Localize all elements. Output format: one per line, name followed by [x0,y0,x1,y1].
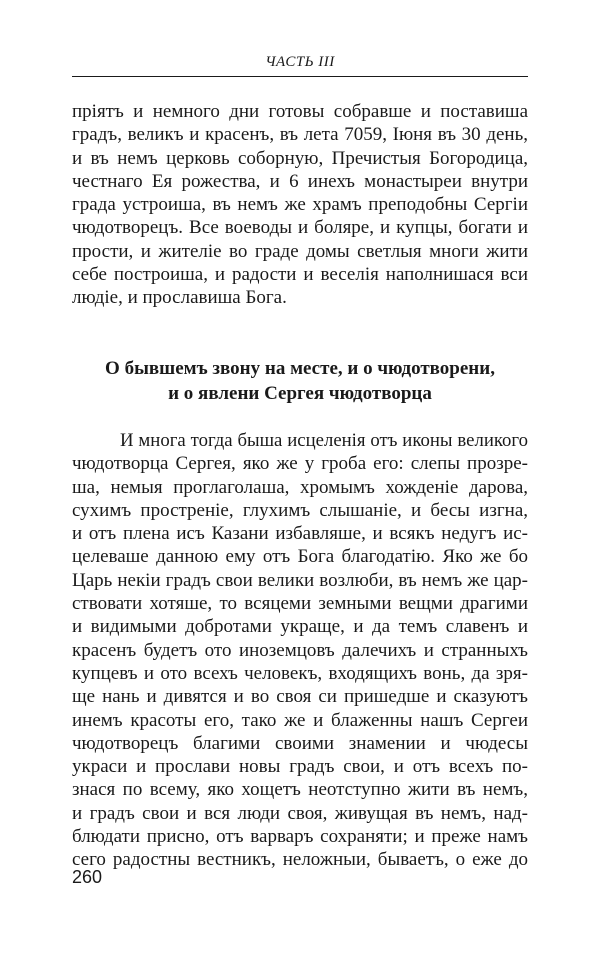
heading-line: и о явлени Сергея чюдотворца [168,383,432,404]
text-line: себе построиша, и радости и веселія наполнишася вси [72,264,528,286]
paragraph-1 [72,100,528,310]
text-line: честнаго Ея рожества, и 6 инехъ монастыреи внутри [72,170,528,192]
text-line: чюдотворецъ. Все воеводы и боляре, и купцы, богати и [72,217,528,239]
heading-line: О бывшемъ звону на месте, и о чюдотворени, [105,358,495,379]
text-line: ша, немыя проглаголаша, хромымъ хожденіе дарова, [72,476,528,498]
text-line: И многа тогда быша исцеленія отъ иконы великого [120,430,528,451]
text-line: красенъ будетъ ото иноземцовъ далечихъ и странныхъ [72,639,528,661]
text-line: и отъ плена исъ Казани избавляше, и всякъ недугъ ис- [72,523,528,545]
text-line: целеваше данною ему отъ Бога благодатію. Яко же бо [72,546,528,568]
text-line: ствовати хотяше, то всяцеми земными вещми драгими [72,593,528,615]
running-head: ЧАСТЬ III [265,54,335,70]
text-line: прости, и жителіе во граде домы светлыя многи жити [72,240,528,262]
text-line: и градъ свои и вся люди своя, живущая въ немъ, над- [72,802,528,824]
text-line: знася по всему, яко хощетъ неотступно жити въ немъ, [72,779,528,801]
header-rule [72,76,528,77]
text-line: сухимъ простреніе, глухимъ слышаніе, и бесы изгна, [72,499,528,521]
text-line: чюдотворецъ благими своими знамении и чюдесы [72,732,528,754]
text-line: людіе, и прославиша Бога. [72,287,287,309]
paragraph-2 [72,429,528,872]
text-line: ще нань и дивятся и во своя си пришедше и сказуютъ [72,686,528,708]
text-line: купцевъ и ото всехъ человекъ, входящихъ вонь, да зря- [72,662,528,684]
text-line: украси и прослави новы градъ свои, и отъ всехъ по- [72,756,528,778]
text-line: града устроиша, въ немъ же храмъ преподобны Сергіи [72,194,528,216]
text-line: и въ немъ церковь соборную, Пречистыя Богородица, [72,147,528,169]
text-line: пріятъ и немного дни готовы собравше и поставиша [72,101,528,122]
text-line: градъ, великъ и красенъ, въ лета 7059, Іюня въ 30 день, [72,124,528,146]
page-number: 260 [72,867,103,887]
section-heading [72,356,528,406]
text-line: Царь некіи градъ свои велики возлюби, въ немъ же цар- [72,569,528,591]
text-line: сего радостны вестникъ, неложныи, бываетъ, о еже до [72,849,528,871]
text-line: и видимыми добротами украще, и да темъ славенъ и [72,616,528,638]
text-line: чюдотворца Сергея, яко же у гроба его: слепы прозре- [72,453,528,475]
text-line: блюдати присно, отъ варваръ сохраняти; и преже намъ [72,826,528,848]
text-line: инемъ красоты его, тако же и блаженны нашъ Сергеи [72,709,528,731]
